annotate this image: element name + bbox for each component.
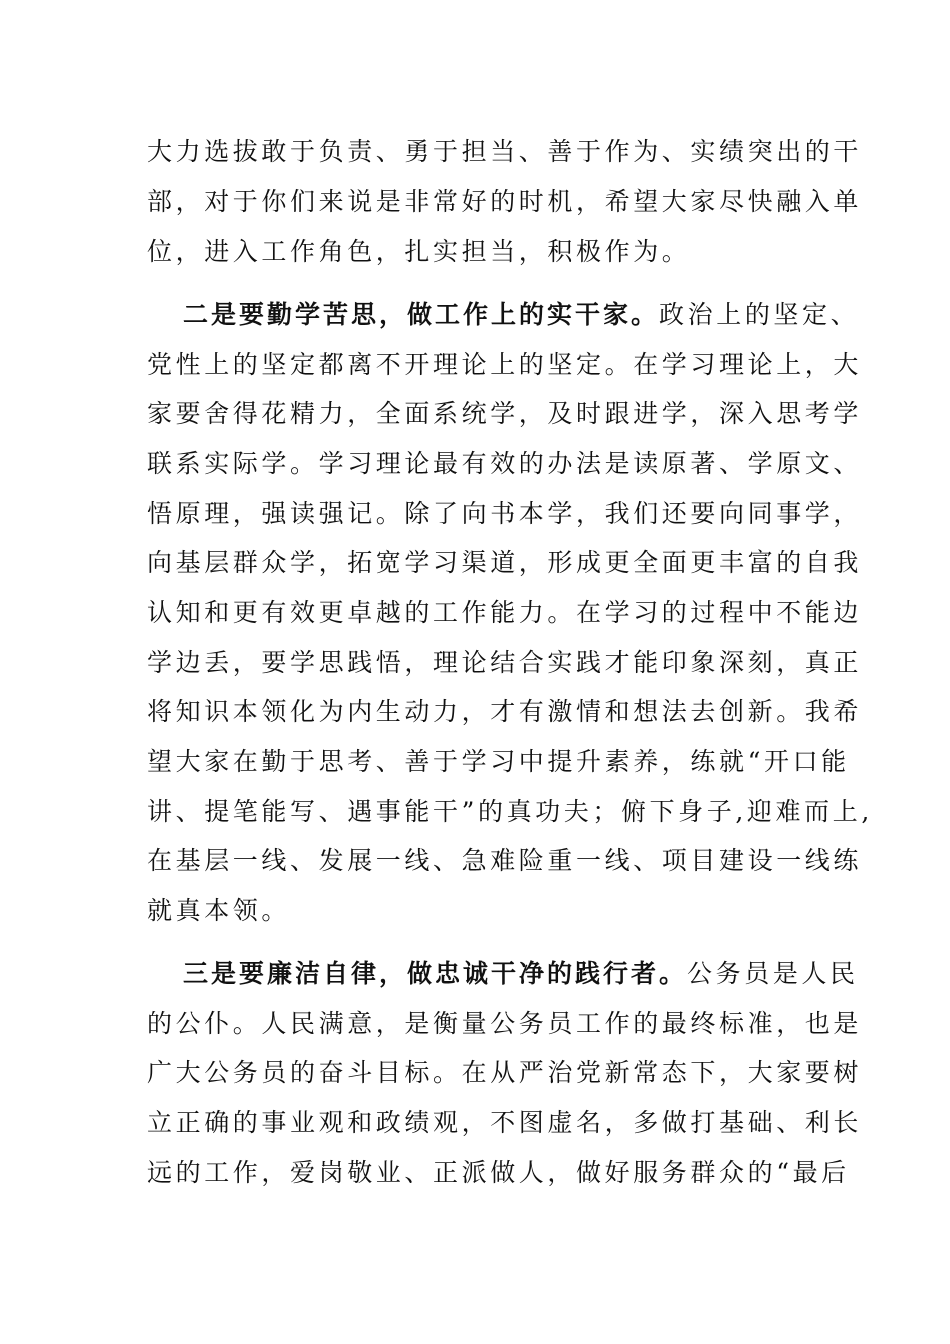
- paragraph-line: 立正确的事业观和政绩观，不图虚名，多做打基础、利长: [147, 1108, 863, 1137]
- paragraph-line: 部，对于你们来说是非常好的时机，希望大家尽快融入单: [147, 187, 863, 216]
- paragraph-heading: 二是要勤学苦思，做工作上的实干家。: [183, 300, 660, 329]
- paragraph-line: 联系实际学。学习理论最有效的办法是读原著、学原文、: [147, 449, 863, 478]
- paragraph-line: 党性上的坚定都离不开理论上的坚定。在学习理论上，大: [147, 350, 863, 379]
- paragraph-line: 广大公务员的奋斗目标。在从严治党新常态下，大家要树: [147, 1058, 863, 1087]
- paragraph-text: 政治上的坚定、: [659, 300, 860, 329]
- paragraph-line: 在基层一线、发展一线、急难险重一线、项目建设一线练: [147, 846, 863, 875]
- paragraph-line: 向基层群众学，拓宽学习渠道，形成更全面更丰富的自我: [147, 548, 863, 577]
- paragraph-text: 公务员是人民: [687, 959, 859, 988]
- paragraph-line: 学边丢，要学思践悟，理论结合实践才能印象深刻，真正: [147, 648, 863, 677]
- paragraph-first-line: [183, 295, 860, 335]
- paragraph-line: 就真本领。: [147, 896, 291, 925]
- paragraph-line: 望大家在勤于思考、善于学习中提升素养，练就“开口能: [147, 747, 850, 776]
- paragraph-heading: 三是要廉洁自律，做忠诚干净的践行者。: [183, 959, 688, 988]
- paragraph-line: 的公仆。人民满意，是衡量公务员工作的最终标准，也是: [147, 1009, 863, 1038]
- paragraph-line: 将知识本领化为内生动力，才有激情和想法去创新。我希: [147, 697, 863, 726]
- paragraph-line: 认知和更有效更卓越的工作能力。在学习的过程中不能边: [147, 598, 863, 627]
- paragraph-line: 讲、提笔能写、遇事能干”的真功夫；俯下身子,迎难而上,: [147, 797, 873, 826]
- paragraph-line: 远的工作，爱岗敬业、正派做人，做好服务群众的“最后: [147, 1158, 850, 1187]
- paragraph-line: 悟原理，强读强记。除了向书本学，我们还要向同事学，: [147, 499, 863, 528]
- paragraph-line: 家要舍得花精力，全面系统学，及时跟进学，深入思考学: [147, 399, 863, 428]
- paragraph-first-line: [183, 954, 859, 994]
- paragraph-line: 位，进入工作角色，扎实担当，积极作为。: [147, 237, 691, 266]
- paragraph-line: 大力选拔敢于负责、勇于担当、善于作为、实绩突出的干: [147, 137, 863, 166]
